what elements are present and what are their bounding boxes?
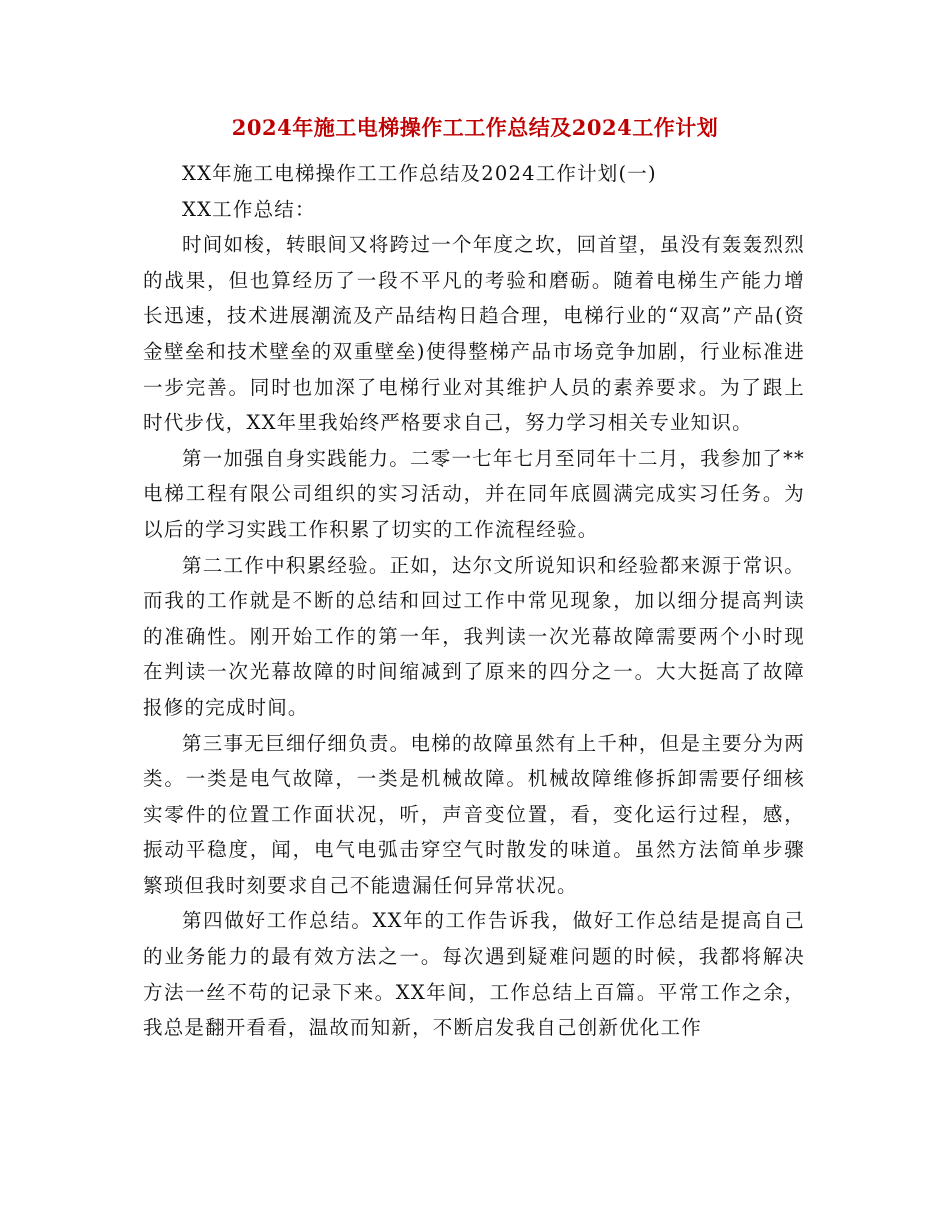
body-paragraph: 时间如梭，转眼间又将跨过一个年度之坎，回首望，虽没有轰轰烈烈的战果，但也算经历了一段不平凡的考验和磨砺。随着电梯生产能力增长迅速，技术进展潮流及产品结构日趋合理，电梯行业的“双高”产品(资金壁垒和技术壁垒的双重壁垒)使得整梯产品市场竞争加剧，行业标准进一步完善。同时也加深了电梯行业对其维护人员的素养要求。为了跟上时代步伐，XX年里我始终严格要求自己，努力学习相关专业知识。 bbox=[143, 233, 805, 435]
document-body bbox=[143, 156, 805, 1046]
document-title: 2024年施工电梯操作工工作总结及2024工作计划 bbox=[231, 115, 719, 140]
subtitle-paragraph: XX年施工电梯操作工工作总结及2024工作计划(一) bbox=[182, 162, 657, 185]
body-paragraph: 第四做好工作总结。XX年的工作告诉我，做好工作总结是提高自己的业务能力的最有效方法之一。每次遇到疑难问题的时候，我都将解决方法一丝不苟的记录下来。XX年间，工作总结上百篇。平常工作之余，我总是翻开看看，温故而知新，不断启发我自己创新优化工作 bbox=[143, 909, 805, 1040]
section-heading: XX工作总结： bbox=[182, 197, 316, 221]
body-paragraph: 第一加强自身实践能力。二零一七年七月至同年十二月，我参加了**电梯工程有限公司组织的实习活动，并在同年底圆满完成实习任务。为以后的学习实践工作积累了切实的工作流程经验。 bbox=[143, 446, 805, 541]
body-paragraph: 第二工作中积累经验。正如，达尔文所说知识和经验都来源于常识。而我的工作就是不断的总结和回过工作中常见现象，加以细分提高判读的准确性。刚开始工作的第一年，我判读一次光幕故障需要两个小时现在判读一次光幕故障的时间缩减到了原来的四分之一。大大挺高了故障报修的完成时间。 bbox=[143, 553, 805, 719]
body-paragraph: 第三事无巨细仔细负责。电梯的故障虽然有上千种，但是主要分为两类。一类是电气故障，一类是机械故障。机械故障维修拆卸需要仔细核实零件的位置工作面状况，听，声音变位置，看，变化运行过程，感，振动平稳度，闻，电气电弧击穿空气时散发的味道。虽然方法简单步骤繁琐但我时刻要求自己不能遗漏任何异常状况。 bbox=[143, 731, 805, 897]
